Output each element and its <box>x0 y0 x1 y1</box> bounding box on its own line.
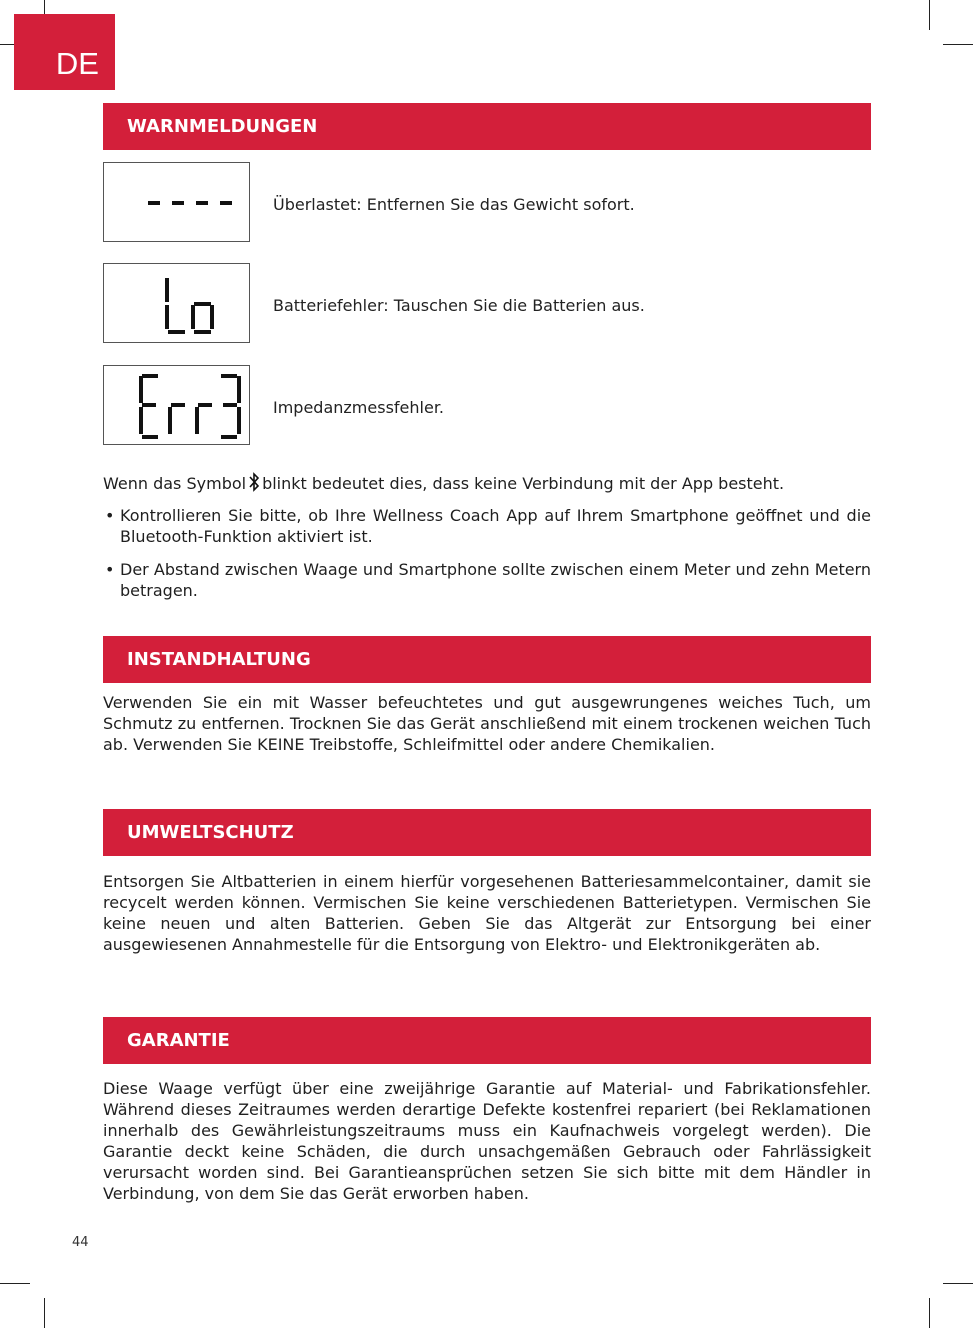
crop-mark <box>44 1298 45 1328</box>
language-tab: DE <box>14 14 115 90</box>
list-item: • Kontrollieren Sie bitte, ob Ihre Wellness Coach App auf Ihrem Smartphone geöffnet und die Bluetooth-Funktion aktiviert ist. <box>105 506 871 546</box>
bluetooth-icon <box>248 472 260 497</box>
environment-text: Entsorgen Sie Altbatterien in einem hierfür vorgesehenen Batteriesammelcontainer, damit sie recycelt werden können. Vermischen Sie keine verschiedenen Batterietypen. Vermischen Sie keine neuen und alten Batterien. Geben Sie das Altgerät zur Entsorgung bei einer ausgewiesenen Annahmestelle für die Entsorgung von Elektro- und Elektronikgeräten ab. <box>103 872 871 954</box>
err3-segments-icon <box>104 366 251 446</box>
bullet-icon: • <box>105 560 115 579</box>
lcd-error-display <box>103 365 250 445</box>
lcd-overload-display <box>103 162 250 242</box>
bluetooth-note: Wenn das Symbol blinkt bedeutet dies, dass keine Verbindung mit der App besteht. <box>103 472 871 497</box>
crop-mark <box>943 1283 973 1284</box>
crop-mark <box>929 0 930 30</box>
list-item: • Der Abstand zwischen Waage und Smartphone sollte zwischen einem Meter und zehn Metern betragen. <box>105 560 871 600</box>
warning-overload-text: Überlastet: Entfernen Sie das Gewicht sofort. <box>273 195 635 214</box>
lcd-battery-display <box>103 263 250 343</box>
crop-mark <box>929 1298 930 1328</box>
crop-mark <box>943 44 973 45</box>
section-header-warranty: GARANTIE <box>103 1017 871 1064</box>
page-number: 44 <box>72 1235 89 1250</box>
crop-mark <box>0 1283 30 1284</box>
warranty-text: Diese Waage verfügt über eine zweijährige Garantie auf Material- und Fabrikationsfehler. Während dieses Zeitraumes werden derartige Defekte kostenfrei repariert (bei Reklamationen innerhalb des Gewährleistungszeitraums muss ein Kaufnachweis vorgelegt werden). Die Garantie deckt keine Schäden, die durch unsachgemäßen Gebrauch oder Fahrlässigkeit verursacht worden sind. Bei Garantieansprüchen setzen Sie sich bitte mit dem Händler in Verbindung, von dem Sie das Gerät erworben haben. <box>103 1079 871 1203</box>
bullet-icon: • <box>105 506 115 525</box>
dash-segments-icon <box>104 163 251 243</box>
section-header-maintenance: INSTANDHALTUNG <box>103 636 871 683</box>
warning-battery-text: Batteriefehler: Tauschen Sie die Batterien aus. <box>273 296 645 315</box>
lo-segments-icon <box>104 264 251 344</box>
section-header-environment: UMWELTSCHUTZ <box>103 809 871 856</box>
section-header-warnings: WARNMELDUNGEN <box>103 103 871 150</box>
maintenance-text: Verwenden Sie ein mit Wasser befeuchtetes und gut ausgewrungenes weiches Tuch, um Schmutz zu entfernen. Trocknen Sie das Gerät anschließend mit einem trockenen weichen Tuch ab. Verwenden Sie KEINE Treibstoffe, Schleifmittel oder andere Chemikalien. <box>103 693 871 754</box>
warning-impedance-text: Impedanzmessfehler. <box>273 398 445 417</box>
